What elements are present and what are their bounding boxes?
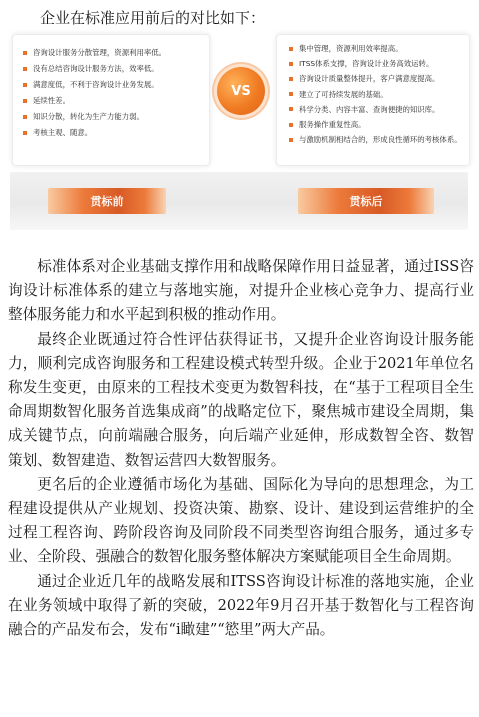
intro-line: 企业在标准应用前后的对比如下：	[40, 9, 266, 27]
bullet-icon	[23, 67, 27, 71]
list-item: 科学分类、内容丰富、查询便捷的知识库。	[289, 102, 463, 117]
list-item: 与激励机制相结合的，形成良性循环的考核体系。	[289, 132, 463, 147]
body-text	[8, 255, 474, 642]
list-item: 集中管理，资源利用效率提高。	[289, 41, 463, 56]
paragraph: 标准体系对企业基础支撑作用和战略保障作用日益显著，通过ISS咨询设计标准体系的建立与落地实施，对提升企业核心竞争力、提高行业整体服务能力和水平起到积极的推动作用。	[8, 258, 474, 324]
bullet-icon	[23, 131, 27, 135]
paragraph: 最终企业既通过符合性评估获得证书，又提升企业咨询设计服务能力，顺利完成咨询服务和工程建设模式转型升级。企业于2021年单位名称发生变更，由原来的工程技术变更为数智科技，在“基于工程项目全生命周期数智化服务首选集成商”的战略定位下，聚焦城市建设全周期，集成关键节点，向前端融合服务，向后端产业延伸，形成数智全咨、数智策划、数智建造、数智运营四大数智服务。	[8, 330, 474, 469]
list-item: ITSS体系支撑，咨询设计业务高效运转。	[289, 56, 463, 71]
bullet-icon	[289, 123, 293, 127]
before-list	[23, 45, 201, 141]
list-item: 考核主观、随意。	[23, 125, 201, 141]
comparison-figure	[8, 34, 471, 234]
after-list	[289, 41, 463, 147]
bullet-icon	[289, 77, 293, 81]
bullet-icon	[23, 83, 27, 87]
bullet-icon	[289, 138, 293, 142]
after-ribbon: 贯标后	[298, 188, 434, 214]
vs-badge: VS	[217, 67, 265, 115]
bullet-icon	[23, 115, 27, 119]
list-item: 咨询设计质量整体提升，客户满意度提高。	[289, 71, 463, 86]
list-item: 满意度低，不利于咨询设计业务发展。	[23, 77, 201, 93]
list-item: 知识分散，转化为生产力能力弱。	[23, 109, 201, 125]
bullet-icon	[289, 92, 293, 96]
list-item: 建立了可持续发展的基础。	[289, 87, 463, 102]
before-panel	[12, 34, 210, 166]
list-item: 咨询设计服务分散管理，资源利用率低。	[23, 45, 201, 61]
after-panel	[276, 34, 470, 166]
before-ribbon: 贯标前	[48, 188, 166, 214]
paragraph: 更名后的企业遵循市场化为基础、国际化为导向的思想理念，为工程建设提供从产业规划、投资决策、勘察、设计、建设到运营维护的全过程工程咨询、跨阶段咨询及同阶段不同类型咨询组合服务，通过多专业、全阶段、强融合的数智化服务整体解决方案赋能项目全生命周期。	[8, 475, 474, 566]
list-item: 服务操作重复性高。	[289, 117, 463, 132]
bullet-icon	[23, 51, 27, 55]
bullet-icon	[289, 47, 293, 51]
bullet-icon	[289, 107, 293, 111]
bullet-icon	[23, 99, 27, 103]
list-item: 延续性差。	[23, 93, 201, 109]
paragraph: 通过企业近几年的战略发展和ITSS咨询设计标准的落地实施，企业在业务领域中取得了新的突破，2022年9月召开基于数智化与工程咨询融合的产品发布会，发布“i瞰建”“慾里”两大产品。	[8, 572, 474, 639]
bullet-icon	[289, 62, 293, 66]
list-item: 没有总结咨询设计服务方法，效率低。	[23, 61, 201, 77]
